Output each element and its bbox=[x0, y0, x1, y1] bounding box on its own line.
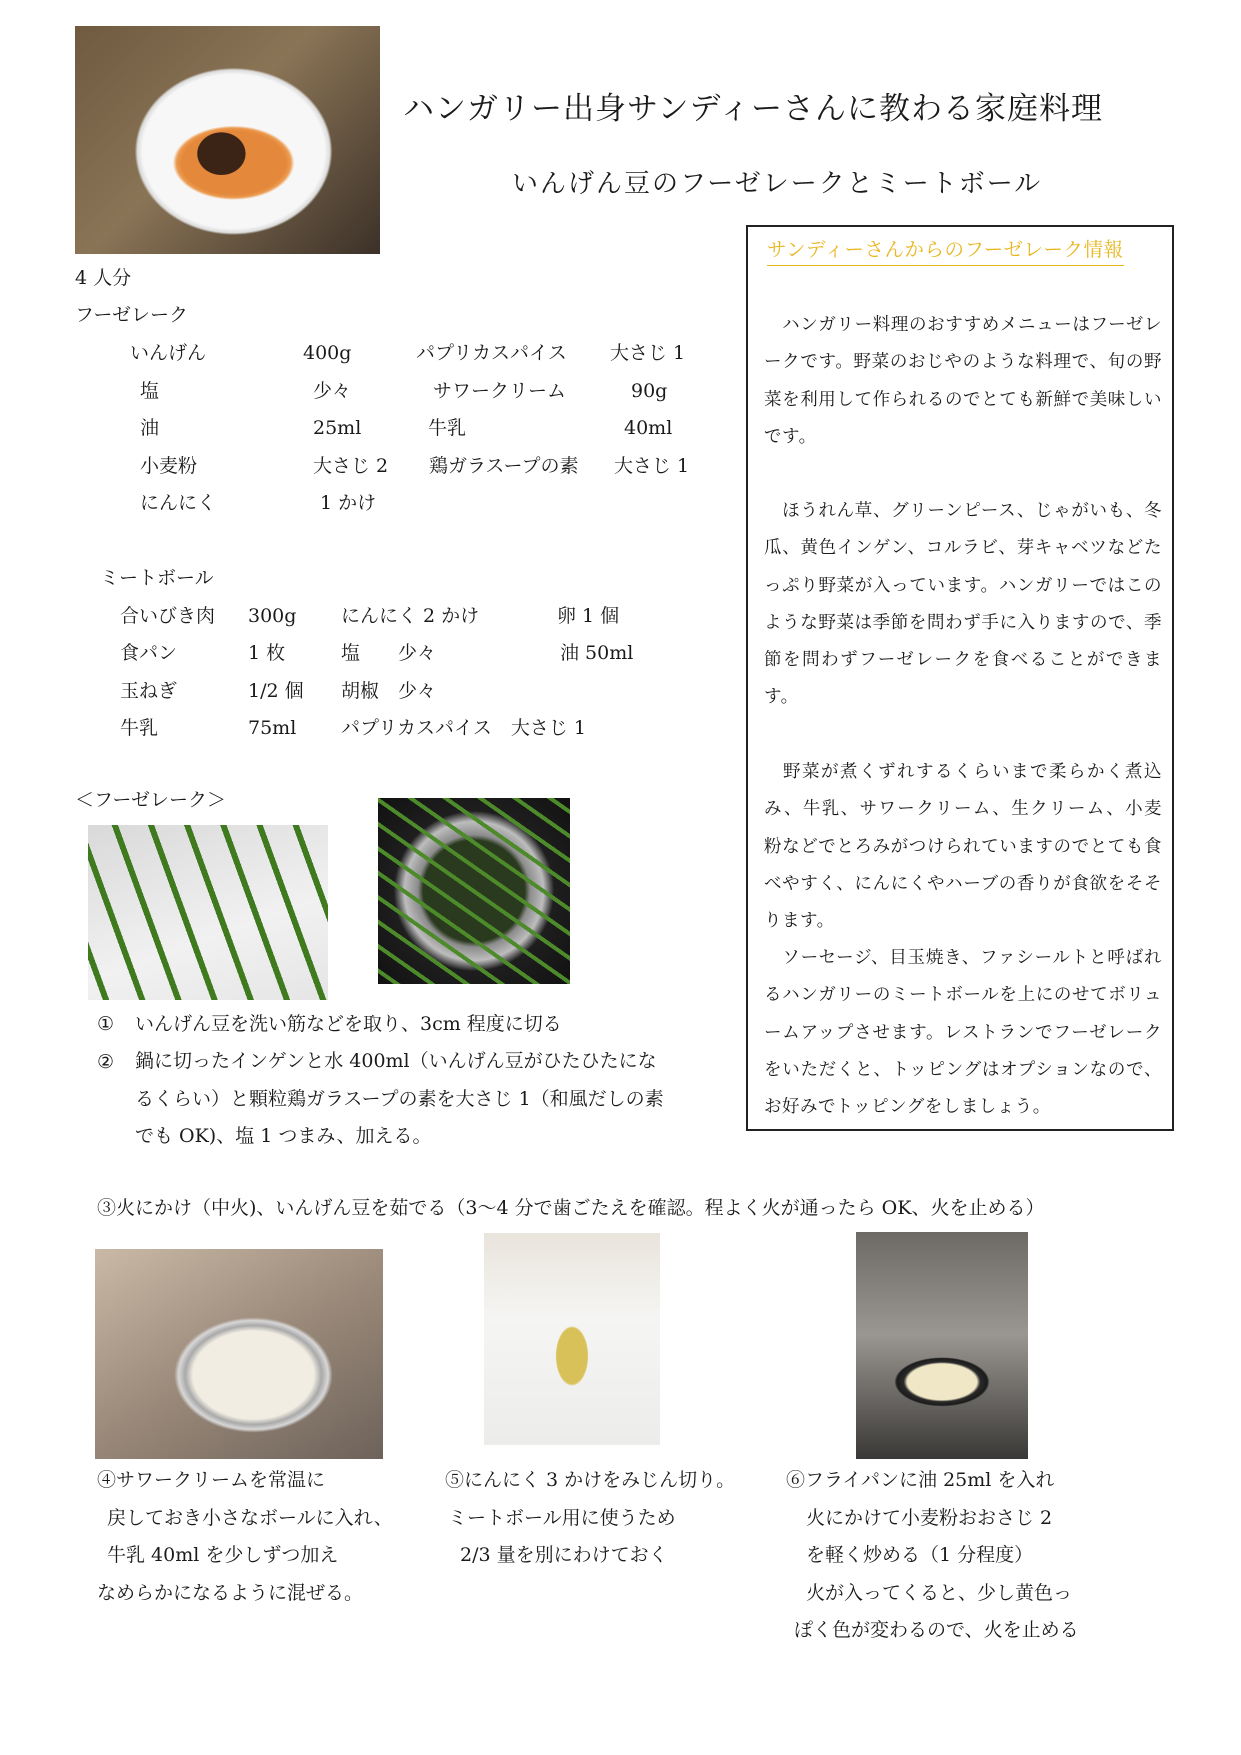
ingredient-amount: 40ml bbox=[624, 417, 673, 439]
info-paragraph: ソーセージ、目玉焼き、ファシールトと呼ばれるハンガリーのミートボールを上にのせてボリュームアップさせます。レストランでフーゼレークをいただくと、トッピングはオプションなので、お好みでトッピングをしましょう。 bbox=[764, 948, 1162, 1118]
step-line: ④サワークリームを常温に bbox=[97, 1469, 326, 1491]
step-line: ⑥フライパンに油 25ml を入れ bbox=[786, 1469, 1055, 1491]
meatball-ingredient: パプリカスパイス 大さじ 1 bbox=[341, 717, 586, 739]
step-3-text: ③火にかけ（中火)、いんげん豆を茹でる（3～4 分で歯ごたえを確認。程よく火が通ったら OK、火を止める） bbox=[97, 1197, 1045, 1219]
info-box-title: サンディーさんからのフーゼレーク情報 bbox=[767, 237, 1124, 266]
ingredient-amount: 1 かけ bbox=[320, 492, 377, 514]
meatball-ingredient: 胡椒 少々 bbox=[341, 680, 437, 702]
servings-label: 4 人分 bbox=[75, 267, 132, 289]
ingredient-amount: 400g bbox=[303, 342, 352, 364]
step-6-text bbox=[786, 1462, 1079, 1650]
ingredient-amount: 90g bbox=[631, 380, 668, 402]
ingredient-amount: 大さじ 1 bbox=[610, 342, 686, 364]
ingredient-name: パプリカスパイス bbox=[416, 342, 567, 364]
ingredient-name: 小麦粉 bbox=[140, 455, 198, 477]
frying-pan-photo bbox=[856, 1232, 1028, 1459]
step-line: ミートボール用に使うため bbox=[448, 1506, 676, 1529]
sour-cream-bowl-photo bbox=[95, 1249, 383, 1459]
step-line: 火が入ってくると、少し黄色っ bbox=[806, 1581, 1073, 1604]
meatball-ingredient: にんにく 2 かけ bbox=[341, 605, 480, 627]
fozelek-ingredients-heading: フーゼレーク bbox=[75, 304, 189, 326]
ingredient-name: 牛乳 bbox=[428, 417, 467, 439]
step-2-number: ② bbox=[97, 1051, 115, 1073]
meatball-amount: 300g bbox=[248, 605, 297, 627]
meatball-ingredient: 玉ねぎ bbox=[120, 680, 178, 702]
meatball-ingredient: 卵 1 個 bbox=[557, 605, 620, 627]
meatball-amount: 1/2 個 bbox=[248, 680, 304, 702]
info-paragraph: 野菜が煮くずれするくらいまで柔らかく煮込み、牛乳、サワークリーム、生クリーム、小麦粉などでとろみがつけられていますのでとても食べやすく、にんにくやハーブの香りが食欲をそそります。 bbox=[764, 762, 1162, 932]
cutting-beans-photo bbox=[88, 825, 328, 1000]
ingredient-amount: 大さじ 1 bbox=[614, 455, 690, 477]
step-line: でも OK)、塩 1 つまみ、加える。 bbox=[135, 1125, 432, 1147]
step-line: なめらかになるように混ぜる。 bbox=[97, 1581, 364, 1604]
step-line: ⑤にんにく 3 かけをみじん切り。 bbox=[445, 1469, 736, 1491]
beans-in-pot-photo bbox=[378, 798, 570, 984]
step-line: 2/3 量を別にわけておく bbox=[460, 1544, 668, 1566]
ingredient-name: いんげん bbox=[130, 342, 207, 364]
step-line: 戻しておき小さなボールに入れ、 bbox=[107, 1506, 393, 1529]
meatball-ingredient: 食パン bbox=[120, 642, 178, 664]
meatball-amount: 1 枚 bbox=[248, 642, 286, 664]
ingredient-name: にんにく bbox=[140, 492, 217, 514]
page-subtitle: いんげん豆のフーゼレークとミートボール bbox=[512, 169, 1043, 199]
info-paragraph: ほうれん草、グリーンピース、じゃがいも、冬瓜、黄色インゲン、コルラビ、芽キャベツなどたっぷり野菜が入っています。ハンガリーではこのような野菜は季節を問わず手に入りますので、季節を問わずフーゼレークを食べることができます。 bbox=[764, 501, 1162, 708]
ingredient-amount: 大さじ 2 bbox=[313, 455, 389, 477]
method-heading: ＜フーゼレーク＞ bbox=[75, 789, 227, 811]
step-1-text: いんげん豆を洗い筋などを取り、3cm 程度に切る bbox=[135, 1013, 562, 1035]
ingredient-name: サワークリーム bbox=[433, 380, 567, 402]
step-2-text bbox=[135, 1043, 664, 1156]
meatball-ingredient: 合いびき肉 bbox=[120, 605, 216, 627]
plated-dish-photo bbox=[75, 26, 380, 254]
page-title: ハンガリー出身サンディーさんに教わる家庭料理 bbox=[403, 91, 1103, 127]
step-5-text bbox=[445, 1462, 735, 1575]
step-1-number: ① bbox=[97, 1013, 115, 1035]
step-line: ぽく色が変わるので、火を止める bbox=[794, 1619, 1079, 1641]
meatball-amount: 75ml bbox=[248, 717, 297, 739]
info-paragraph: ハンガリー料理のおすすめメニューはフーゼレークです。野菜のおじやのような料理で、旬の野菜を利用して作られるのでとても新鮮で美味しいです。 bbox=[764, 315, 1162, 447]
meatball-ingredient: 油 50ml bbox=[560, 642, 634, 664]
step-line: るくらい）と顆粒鶏ガラスープの素を大さじ 1（和風だしの素 bbox=[135, 1087, 664, 1110]
ingredient-name: 鶏ガラスープの素 bbox=[429, 455, 579, 477]
ingredient-amount: 25ml bbox=[313, 417, 362, 439]
step-line: 牛乳 40ml を少しずつ加え bbox=[107, 1544, 339, 1566]
ingredient-name: 塩 bbox=[140, 380, 160, 402]
step-line: を軽く炒める（1 分程度） bbox=[806, 1544, 1034, 1566]
chopping-garlic-photo bbox=[484, 1233, 660, 1445]
ingredient-name: 油 bbox=[140, 417, 160, 439]
ingredient-amount: 少々 bbox=[313, 380, 352, 402]
step-4-text bbox=[97, 1462, 393, 1612]
meatball-ingredient: 塩 少々 bbox=[341, 642, 437, 664]
meatball-ingredient: 牛乳 bbox=[120, 717, 159, 739]
meatball-ingredients-heading: ミートボール bbox=[100, 567, 214, 589]
step-line: 火にかけて小麦粉おおさじ 2 bbox=[806, 1506, 1053, 1529]
step-line: 鍋に切ったインゲンと水 400ml（いんげん豆がひたひたにな bbox=[135, 1050, 657, 1072]
